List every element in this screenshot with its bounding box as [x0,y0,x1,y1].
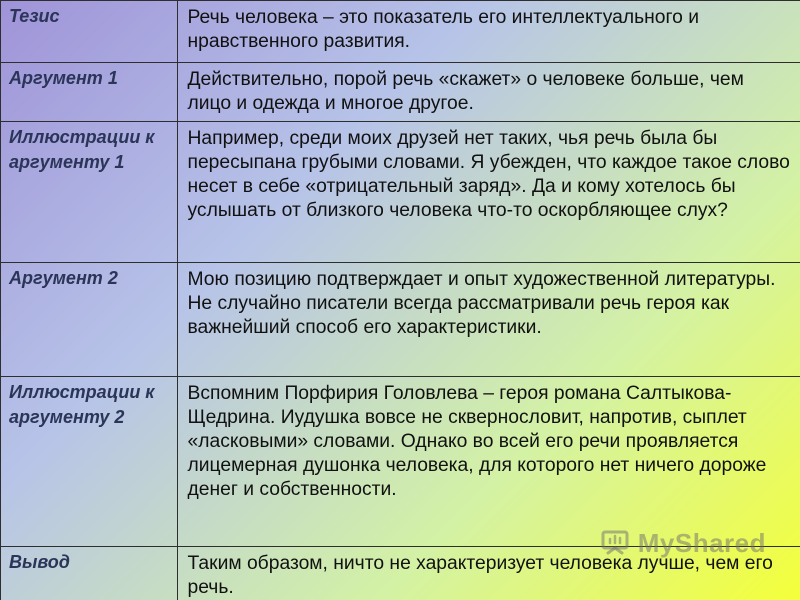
row-label-thesis: Тезис [1,1,177,62]
row-label-illustration-2: Иллюстрации к аргументу 2 [1,376,177,546]
table-row [1,121,800,262]
table-row [1,1,800,62]
row-text-thesis: Речь человека – это показатель его интеллектуального и нравственного развития. [177,1,800,62]
row-text-argument-2: Мою позицию подтверждает и опыт художественной литературы. Не случайно писатели всегда рассматривали речь героя как важнейший способ его характеристики. [177,262,800,376]
row-text-argument-1: Действительно, порой речь «скажет» о человеке больше, чем лицо и одежда и многое другое. [177,62,800,121]
table-row [1,262,800,376]
row-label-argument-2: Аргумент 2 [1,262,177,376]
row-label-conclusion: Вывод [1,546,177,600]
table-row [1,62,800,121]
row-text-conclusion: Таким образом, ничто не характеризует человека лучше, чем его речь. [177,546,800,600]
table-row [1,376,800,546]
argument-table [1,1,800,600]
row-label-illustration-1: Иллюстрации к аргументу 1 [1,121,177,262]
row-label-argument-1: Аргумент 1 [1,62,177,121]
table-row [1,546,800,600]
watermark-text: MyShared [637,527,766,558]
row-text-illustration-2: Вспомним Порфирия Головлева – героя романа Салтыкова-Щедрина. Иудушка вовсе не сквернословит, напротив, сыплет «ласковыми» словами. Однако во всей его речи проявляется лицемерная душонка человека, для которого нет ничего дороже денег и собственности. [177,376,800,546]
row-text-illustration-1: Например, среди моих друзей нет таких, чья речь была бы пересыпана грубыми словами. Я убежден, что каждое такое слово несет в себе «отрицательный заряд». Да и кому хотелось бы услышать от близкого человека что-то оскорбляющее слух? [177,121,800,262]
